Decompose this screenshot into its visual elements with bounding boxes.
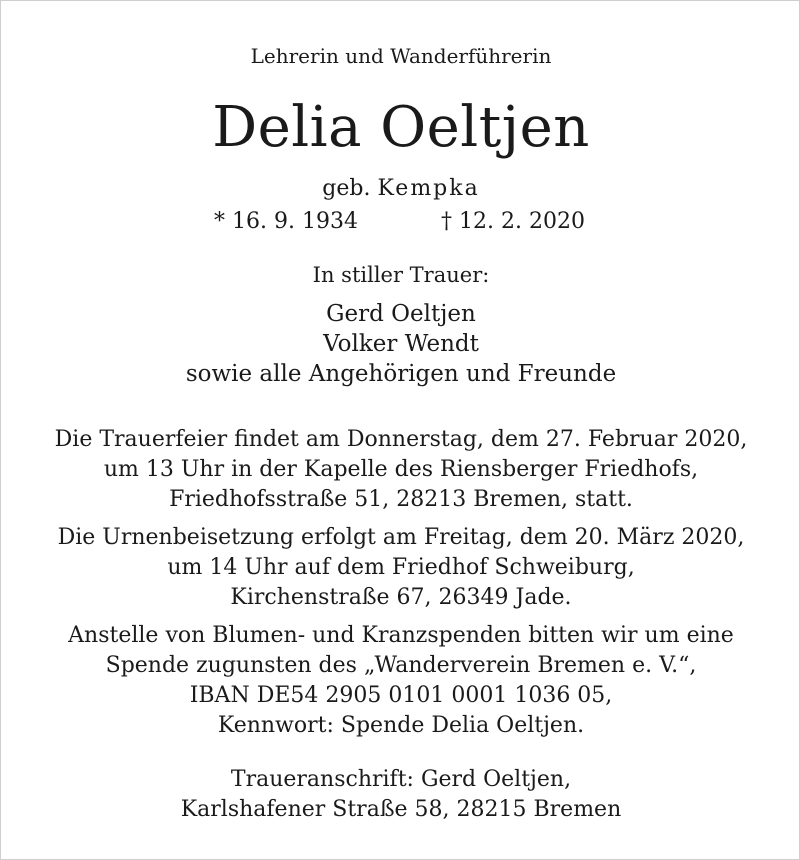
deceased-profession: Lehrerin und Wanderführerin (250, 44, 552, 68)
mourner: Gerd Oeltjen (326, 301, 476, 327)
funeral-text-line: Die Trauerfeier findet am Donnerstag, dem 27. Februar 2020, (54, 427, 748, 452)
deceased-name: Delia Oeltjen (212, 95, 590, 160)
urn-text-line: Die Urnenbeisetzung erfolgt am Freitag, dem 20. März 2020, (57, 525, 745, 550)
donation-info (1, 621, 800, 741)
maiden-name: Kempka (377, 176, 480, 201)
mourning-intro: In stiller Trauer: (312, 263, 490, 287)
urn-text-line: um 14 Uhr auf dem Friedhof Schweiburg, (167, 555, 635, 580)
birth-date: * 16. 9. 1934 (214, 209, 358, 234)
funeral-text-line: um 13 Uhr in der Kapelle des Riensberger Friedhofs, (103, 457, 699, 482)
donation-text-line: IBAN DE54 2905 0101 0001 1036 05, (189, 683, 613, 708)
funeral-text-line: Friedhofsstraße 51, 28213 Bremen, statt. (169, 487, 633, 512)
donation-text-line: Anstelle von Blumen- und Kranzspenden bitten wir um eine (68, 623, 734, 648)
life-dates (1, 207, 800, 237)
address-text-line: Traueranschrift: Gerd Oeltjen, (230, 767, 572, 792)
mourner: Volker Wendt (323, 331, 479, 357)
funeral-service-info (1, 425, 800, 515)
donation-text-line: Spende zugunsten des „Wanderverein Bremen e. V.“, (105, 653, 697, 678)
maiden-name-line (1, 175, 800, 203)
death-date: † 12. 2. 2020 (441, 209, 585, 234)
donation-text-line: Kennwort: Spende Delia Oeltjen. (217, 713, 585, 738)
address-text-line: Karlshafener Straße 58, 28215 Bremen (180, 797, 622, 822)
mourning-address (1, 765, 800, 825)
urn-burial-info (1, 523, 800, 613)
maiden-name-prefix: geb. (322, 176, 371, 201)
mourners-list (1, 299, 800, 389)
mourner: sowie alle Angehörigen und Freunde (185, 361, 617, 387)
urn-text-line: Kirchenstraße 67, 26349 Jade. (230, 585, 572, 610)
